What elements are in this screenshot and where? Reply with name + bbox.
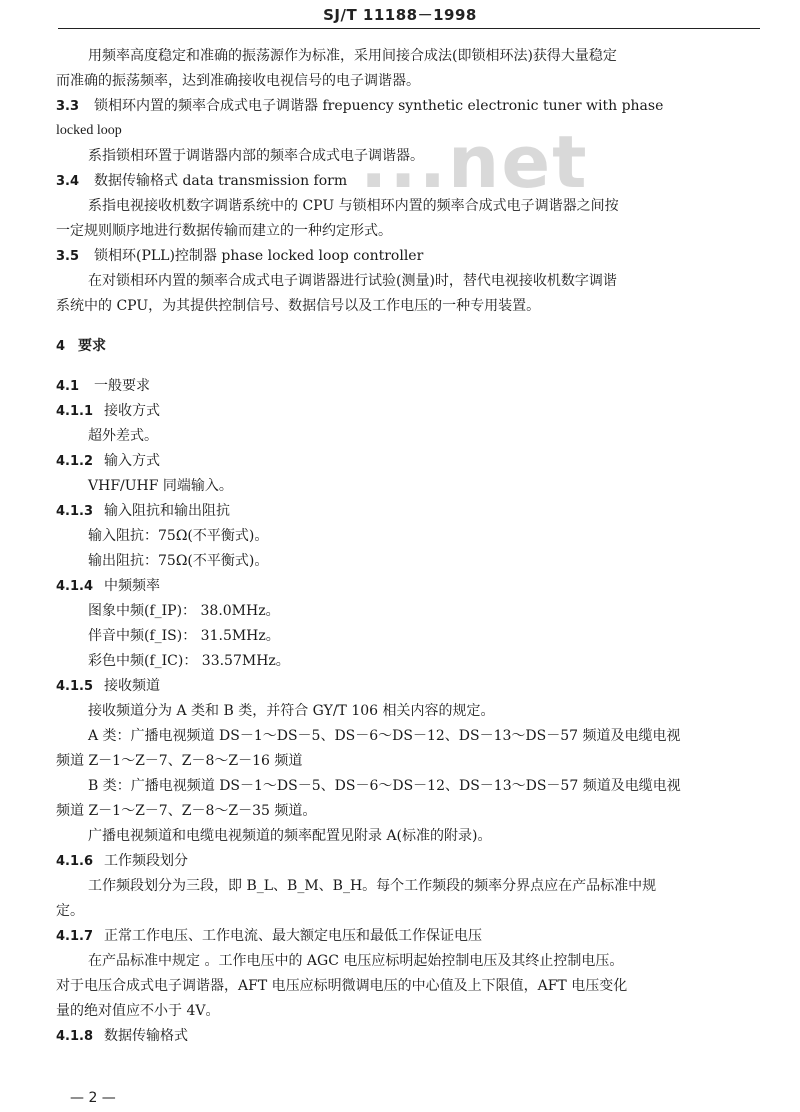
paragraph-line: VHF/UHF 同端输入。 <box>88 478 233 494</box>
section-number: 3.4 <box>56 174 80 189</box>
section-4-1-4-heading <box>56 574 160 599</box>
paragraph-line: 接收频道分为 A 类和 B 类，并符合 GY/T 106 相关内容的规定。 <box>88 703 495 719</box>
paragraph-line: 输出阻抗：75Ω(不平衡式)。 <box>88 553 269 569</box>
section-title: 工作频段划分 <box>104 853 188 869</box>
section-4-1-heading <box>56 374 150 399</box>
paragraph-line: 而准确的振荡频率，达到准确接收电视信号的电子调谐器。 <box>56 73 420 89</box>
section-title: 中频频率 <box>104 578 160 594</box>
section-number: 4.1.3 <box>56 504 94 519</box>
section-number: 4.1.7 <box>56 929 94 944</box>
section-4-1-5-heading <box>56 674 160 699</box>
paragraph-line: 一定规则顺序地进行数据传输而建立的一种约定形式。 <box>56 223 392 239</box>
paragraph-line: 伴音中频(f_IS)： 31.5MHz。 <box>88 628 280 644</box>
paragraph-line: 超外差式。 <box>88 428 158 444</box>
section-4-heading <box>56 334 106 359</box>
section-number: 4 <box>56 339 66 354</box>
section-4-1-2-heading <box>56 449 160 474</box>
section-4-1-3-heading <box>56 499 230 524</box>
section-4-1-7-heading <box>56 924 482 949</box>
section-4-1-1-heading <box>56 399 160 424</box>
section-number: 4.1.8 <box>56 1029 94 1044</box>
section-title-continuation: locked loop <box>56 123 122 138</box>
section-title: 接收方式 <box>104 403 160 419</box>
paragraph-line: 系指锁相环置于调谐器内部的频率合成式电子调谐器。 <box>88 148 424 164</box>
section-title: 输入方式 <box>104 453 160 469</box>
paragraph-line: 用频率高度稳定和准确的振荡源作为标准，采用间接合成法(即锁相环法)获得大量稳定 <box>88 48 617 64</box>
section-title: 锁相环内置的频率合成式电子调谐器 frepuency synthetic electronic tuner with phase <box>94 98 664 114</box>
paragraph-line: 在产品标准中规定 。工作电压中的 AGC 电压应标明起始控制电压及其终止控制电压。 <box>88 953 624 969</box>
section-title: 正常工作电压、工作电流、最大额定电压和最低工作保证电压 <box>104 928 482 944</box>
section-title: 要求 <box>78 338 106 354</box>
paragraph-line: 输入阻抗：75Ω(不平衡式)。 <box>88 528 269 544</box>
paragraph-line: A 类：广播电视频道 DS－1～DS－5、DS－6～DS－12、DS－13～DS－57 频道及电缆电视 <box>88 728 681 744</box>
section-number: 4.1.1 <box>56 404 94 419</box>
paragraph-line: 系指电视接收机数字调谐系统中的 CPU 与锁相环内置的频率合成式电子调谐器之间按 <box>88 198 619 214</box>
watermark-text: ...net <box>360 120 589 204</box>
section-4-1-8-heading <box>56 1024 188 1049</box>
section-number: 4.1.4 <box>56 579 94 594</box>
section-number: 4.1 <box>56 379 80 394</box>
header-rule <box>58 28 760 29</box>
paragraph-line: B 类：广播电视频道 DS－1～DS－5、DS－6～DS－12、DS－13～DS－57 频道及电缆电视 <box>88 778 681 794</box>
paragraph-line: 图象中频(f_IP)： 38.0MHz。 <box>88 603 280 619</box>
section-number: 3.5 <box>56 249 80 264</box>
paragraph-line: 在对锁相环内置的频率合成式电子调谐器进行试验(测量)时，替代电视接收机数字调谐 <box>88 273 617 289</box>
paragraph-line: 工作频段划分为三段，即 B_L、B_M、B_H。每个工作频段的频率分界点应在产品标准中规 <box>88 878 657 894</box>
section-title: 输入阻抗和输出阻抗 <box>104 503 230 519</box>
section-title: 接收频道 <box>104 678 160 694</box>
paragraph-line: 频道 Z－1～Z－7、Z－8～Z－16 频道 <box>56 753 303 769</box>
paragraph-line: 频道 Z－1～Z－7、Z－8～Z－35 频道。 <box>56 803 317 819</box>
paragraph-line: 对于电压合成式电子调谐器，AFT 电压应标明微调电压的中心值及上下限值，AFT 电压变化 <box>56 978 628 994</box>
section-title: 一般要求 <box>94 378 150 394</box>
section-3-5-heading <box>56 244 423 269</box>
paragraph-line: 量的绝对值应不小于 4V。 <box>56 1003 220 1019</box>
section-number: 4.1.5 <box>56 679 94 694</box>
paragraph-line: 系统中的 CPU，为其提供控制信号、数据信号以及工作电压的一种专用装置。 <box>56 298 541 314</box>
section-number: 4.1.6 <box>56 854 94 869</box>
standard-code-header: SJ/T 11188－1998 <box>323 6 477 24</box>
paragraph-line: 广播电视频道和电缆电视频道的频率配置见附录 A(标准的附录)。 <box>88 828 492 844</box>
section-number: 4.1.2 <box>56 454 94 469</box>
section-4-1-6-heading <box>56 849 188 874</box>
section-title: 锁相环(PLL)控制器 phase locked loop controller <box>94 248 424 264</box>
paragraph-line: 定。 <box>56 903 84 919</box>
section-number: 3.3 <box>56 99 80 114</box>
section-title: 数据传输格式 <box>104 1028 188 1044</box>
section-3-4-heading <box>56 169 347 194</box>
paragraph-line: 彩色中频(f_IC)： 33.57MHz。 <box>88 653 290 669</box>
section-title: 数据传输格式 data transmission form <box>94 173 348 189</box>
section-3-3-heading <box>56 94 663 119</box>
page-number: — 2 — <box>70 1090 116 1106</box>
